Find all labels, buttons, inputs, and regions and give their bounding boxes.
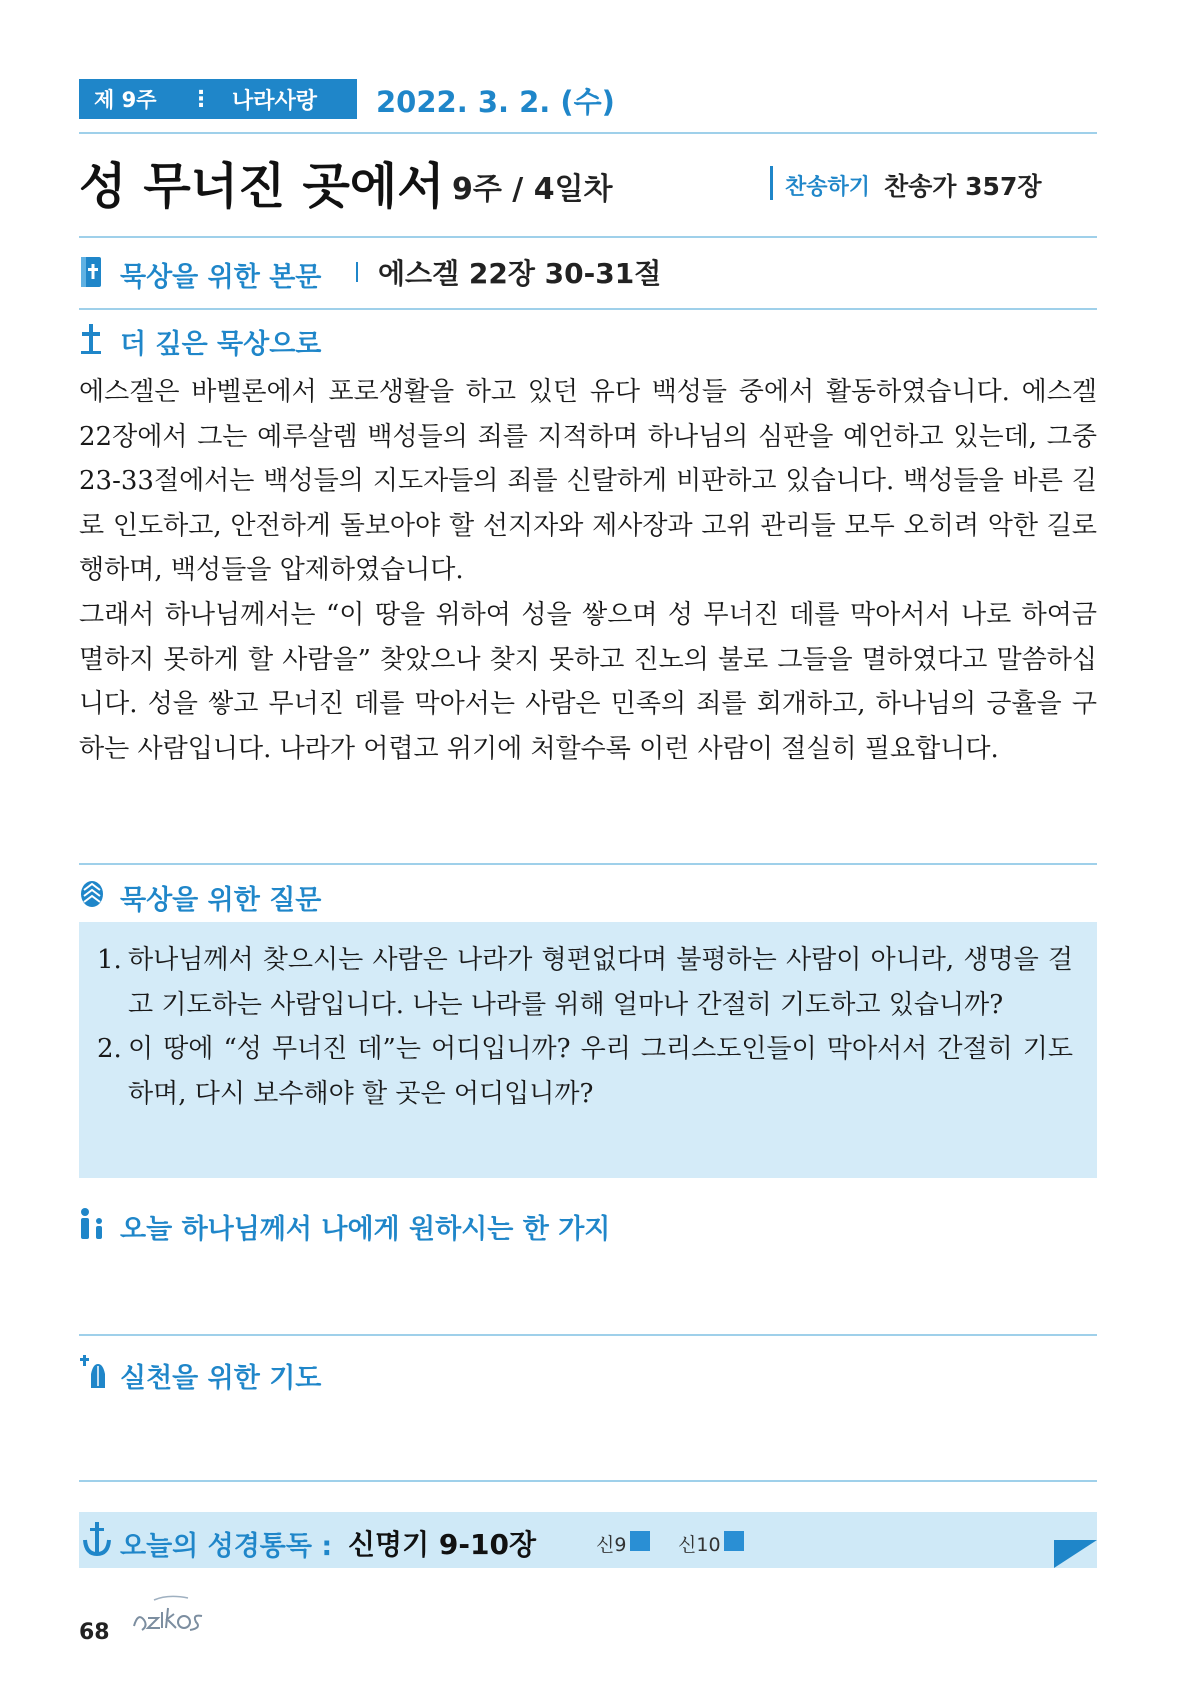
check-label-deut10: 신10 [678, 1534, 721, 1556]
question-item [97, 1027, 1073, 1116]
person-icon [79, 1207, 105, 1241]
meditation-paragraph: 에스겔은 바벨론에서 포로생활을 하고 있던 유다 백성들 중에서 활동하였습니다. 에스겔 22장에서 그는 예루살렘 백성들의 죄를 지적하며 하나님의 심판을 예언하고 있는데, 그중 23-33절에서는 백성들의 지도자들의 죄를 신랄하게 비판하고 있습니다. 백성들을 바른 길로 인도하고, 안전하게 돌보아야 할 선지자와 제사장과 고위 관리들 모두 오히려 악한 길로 행하며, 백성들을 압제하였습니다. [79, 377, 1097, 586]
divider [79, 863, 1097, 865]
question-item [97, 938, 1073, 1027]
week-separator: ⋮ [190, 86, 212, 112]
scripture-label: 묵상을 위한 본문 [120, 262, 322, 293]
meditation-body [79, 370, 1097, 771]
question-text: 하나님께서 찾으시는 사람은 나라가 형편없다며 불평하는 사람이 아니라, 생명을 걸고 기도하는 사람입니다. 나는 나라를 위해 얼마나 간절히 기도하고 있습니까? [128, 945, 1073, 1020]
page-title: 성 무너진 곳에서 [79, 158, 445, 215]
checkbox-deut10[interactable] [724, 1531, 744, 1551]
meditation-paragraph: 그래서 하나님께서는 “이 땅을 위하여 성을 쌓으며 성 무너진 데를 막아서서 나로 하여금 멸하지 못하게 할 사람을” 찾았으나 찾지 못하고 진노의 불로 그들을 멸하였다고 말씀하십니다. 성을 쌓고 무너진 데를 막아서는 사람은 민족의 죄를 회개하고, 하나님의 긍휼을 구하는 사람입니다. 나라가 어렵고 위기에 처할수록 이런 사람이 절실히 필요합니다. [79, 599, 1097, 764]
divider [79, 236, 1097, 238]
hymn-value: 찬송가 357장 [884, 172, 1042, 201]
divider [79, 1480, 1097, 1482]
question-number: 2. [97, 1034, 122, 1065]
page-number: 68 [79, 1620, 110, 1645]
praying-globe-icon [79, 878, 105, 910]
cross-icon [79, 322, 103, 356]
hymn-divider [770, 166, 773, 200]
logo [128, 1592, 208, 1642]
scripture-divider [356, 262, 358, 282]
reading-value: 신명기 9-10장 [348, 1528, 537, 1561]
praying-hands-icon [79, 1354, 109, 1390]
reading-label: 오늘의 성경통독 : [120, 1531, 333, 1562]
checkbox-deut9[interactable] [630, 1531, 650, 1551]
today-label: 오늘 하나님께서 나에게 원하시는 한 가지 [120, 1214, 611, 1245]
week-theme: 나라사랑 [232, 88, 318, 114]
prayer-label: 실천을 위한 기도 [120, 1363, 322, 1394]
date: 2022. 3. 2. (수) [376, 85, 615, 119]
divider [79, 1334, 1097, 1336]
scripture-reference: 에스겔 22장 30-31절 [378, 257, 662, 290]
week-label: 제 9주 [94, 88, 157, 112]
questions-label: 묵상을 위한 질문 [120, 885, 322, 916]
questions-box [79, 922, 1097, 1178]
divider [79, 308, 1097, 310]
bible-icon [79, 255, 103, 289]
corner-fold-icon [1054, 1540, 1097, 1572]
week-tag [79, 79, 357, 119]
question-text: 이 땅에 “성 무너진 데”는 어디입니까? 우리 그리스도인들이 막아서서 간절히 기도하며, 다시 보수해야 할 곳은 어디입니까? [128, 1034, 1073, 1109]
anchor-icon [82, 1520, 112, 1558]
hymn-label: 찬송하기 [785, 175, 871, 200]
deeper-label: 더 깊은 묵상으로 [120, 329, 322, 360]
divider [79, 132, 1097, 134]
day-info: 9주 / 4일차 [452, 172, 613, 207]
questions-list [97, 938, 1073, 1116]
question-number: 1. [97, 945, 122, 975]
check-label-deut9: 신9 [596, 1534, 627, 1556]
